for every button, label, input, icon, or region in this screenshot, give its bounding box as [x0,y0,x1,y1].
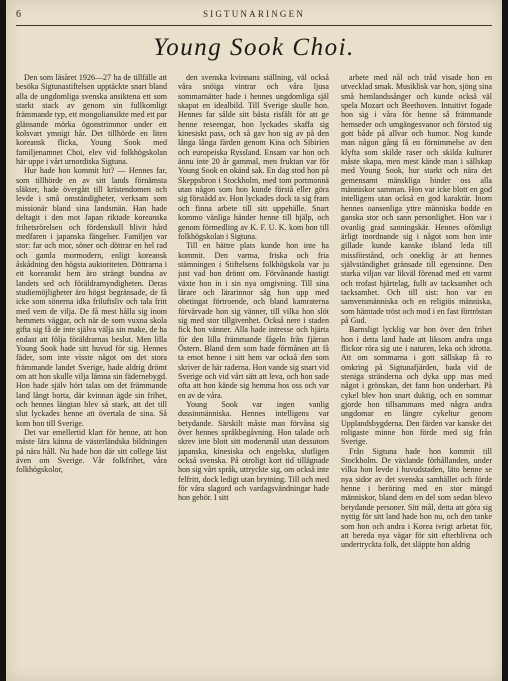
paragraph: Från Sigtuna hade hon kommit till Stockholm. De växlande förhållanden, under vilka hon levde i huvudstaden, läto henne se nya sidor av det svenska samhället och förde henne i beröring med en stor mängd människor, bland dem en del som sedan blevo betydande personer. Sitt mål, detta att göra sig nyttig för sitt land hade hon nu, och den tanke som hon och andra i Korea ivrigt arbetat för, att bereda nya vägar för sitt efterblivna och undertryckta folk, det släppte hon aldrig [341,446,492,550]
journal-page [6,0,502,681]
paragraph: Till en bättre plats kunde hon inte ha kommit. Den varma, friska och fria stämningen i Stiftelsens folkhögskola var ju just vad hon drömt om. Förvånande hastigt växte hon in i sin nya omgivning. Till sina lärare och lärarinnor såg hon upp med obetingat förtroende, och bland kamraterna förvärvade hon sig vänner, till vilka hon slöt sig med stor tillgivenhet. Också nere i staden fick hon vänner. Alla hade intresse och hjärta för den lilla främmande fågeln från fjärran Östern. Bland dem som hade förmånen att få ta emot henne i sitt hem var också den som skriver de här raderna. Hon vande sig snart vid Sverige och vid vårt sätt att leva, och hon sade ofta att hon kände sig hemma hos oss och var en av de våra. [178,241,329,400]
paragraph: Den som läsåret 1926—27 ha de tillfälle att besöka Sigtunastiftelsen upptäckte snart bland alla de ungdomliga svenska ansiktena ett som starkt stack av genom sin fullkomligt främmande typ, ett mongoliansikte med ett par glänsande mörka ögonstrimmor under ett kolsvart ymnigt hår. Det tillhörde en liten koreansk flicka, Young Sook med familjenamnet Choi, elev vid folkhögskolan här uppe i vårt urnordiska Sigtuna. [16,73,167,167]
text-column-2 [178,73,329,673]
article-body [16,73,492,673]
paragraph: Det var emellertid klart för henne, att hon måste lära känna de västerländska bildningen på nära håll. Nu hade hon där sitt college läst även om Sverige. Vår folkfrihet, våra folkhögskolor, [16,428,167,475]
paragraph: Barnsligt lycklig var hon över den frihet hon i detta land hade att liksom andra unga flickor röra sig ute i naturen, leka och idrotta. Att om sommarna i gott sällskap få ro omkring på Sigtunafjärden, bada vid de steniga stränderna och dyka upp mas med något i grönskan, det fann hon underbart. På cykel blev hon snart duktig, och en sommar gjorde hon tillsammans med några andra ungdomar en längre cykeltur genom Upplandsbygderna. Den färden var kanske det roligaste minne hon förde med sig från Sverige. [341,325,492,447]
journal-title: SIGTUNARINGEN [202,9,306,19]
header-rule [16,25,492,26]
paragraph: den svenska kvinnans ställning, väl också våra snöiga vintrar och våra ljusa sommarnätter hade i hennes ungdomliga själ skapat en idealbild. Till Sverige skulle hon. Hennes far sålde sitt bästa risfält för att ge henne reseengar, hon lyckades skaffa sig kinesiskt pass, och så gav hon sig av på den långa långa färden genom Kina och Sibirien och europeiska Ryssland. Ensam var hon och ännu inte 20 år gammal, men fruktan var för Young Sook en okänd sak. En dag stod hon på Skeppsbron i Stockholm, med tom portmonnä utan någon som hon kunde förstå eller göra sig förstådd av. Hon lyckades dock ta sig fram och finna arbete till sitt uppehälle. Snart kommo vänliga händer henne till hjälp, och genom förmedling av K. F. U. K. kom hon till folkhögskolan i Sigtuna. [178,73,329,241]
article-title: Young Sook Choi. [153,34,355,61]
paragraph: Young Sook var ingen vanlig dussinmänniska. Hennes intelligens var betydande. Särskilt måste man förvåna sig över hennes språkbegåvning. Hon talade och skrev inte blott sitt modersmål utan dessutom japanska, kinesiska och engelska, slutligen också svenska. På otroligt kort tid tillägnade hon sig vårt språk, uttryckte sig, om också inte felfritt, dock ledigt utan brytning. Till och med för våra slagord och vardagsvändningar hade hon gehör. I sitt [178,400,329,503]
paragraph: Hur hade hon kommit hit? — Hennes far, som tillhörde en av sitt lands förnämsta släkter, hade övergått till kristendomen och levde i små omständigheter, verksam som missionär bland sina landsmän. Han hade deltagit i den mot Japan riktade koreanska frihetsrörelsen och fördenskull blivit hård medfaren i japanska fängelser. Familjen var stor: far och mor, söner och döttrar en hel rad och gamla mormodern, enligt koreansk åskådning den högsta auktoriteten. Döttrarna i ett koreanskt hem äro strängt bundna av landets sed och föräldramyndigheten. Deras studiemöjligheter äro högst begränsade, de få icke som sönerna idka friluftsliv och tala fritt med vem de vilja. De få mest hålla sig inom hemmets väggar, och när de som vuxna skola gifta sig få de inte själva välja sin make, de ha endast att följa föräldrarnas beslut. Men lilla Young Sook hade sitt huvud för sig. Hennes fäder, som inte visste något om det stora främmande landet Sverige, hade aldrig drömt om att hon skulle vilja lämna sin fädernebygd. Hon hade själv hört talas om det främmande land långt borta, där kvinnan ägde sin frihet, och hennes längtan blev så stark, att det till slut lyckades henne att övertala de sina. Så kom hon till Sverige. [16,166,167,428]
page-number: 6 [16,9,21,20]
text-column-3 [341,73,492,673]
text-column-1 [16,73,167,673]
paragraph: arbete med nål och tråd visade hon en utvecklad smak. Musiklisk var hon, sjöng sina små hemlandssånger och kunde också väl spela Mozart och Beethoven. Intuitivt fogade hon sig i våra för henne så främmande hemseder och umgängesvanor och förstod sig gott både på allvar och humor. Nog kunde man någon gång få en förnimmelse av den klyfta som skilde raser och skilda kulturer måste skapa, men mest kände man i sällskap med Young Sook, hur starkt och nära det gemensamt mänskliga binder oss alla människor samman. Hon var icke blott en god intelligens utan också en god karaktär. Inom hennes oansenliga yttre människa bodde en ganska stor och sann personlighet. Hon var i ovanlig grad sanningskär. Hennes ofömligt ärligt inordnande sig i något som hon inte gillade kunde kanske ibland leda till missförstånd, och oneklig är att hennes självständighet gränsade till egensinne. Den starka viljan var likväl förenad med ett varmt och trofast hjärtelag, fullt av tacksamhet och tacksamhet. Och till sist: hon var en samvetsmänniska och en religiös människa, som hämtade tröst och mod i en fast förtröstan på Gud. [341,73,492,325]
running-head [6,9,502,23]
